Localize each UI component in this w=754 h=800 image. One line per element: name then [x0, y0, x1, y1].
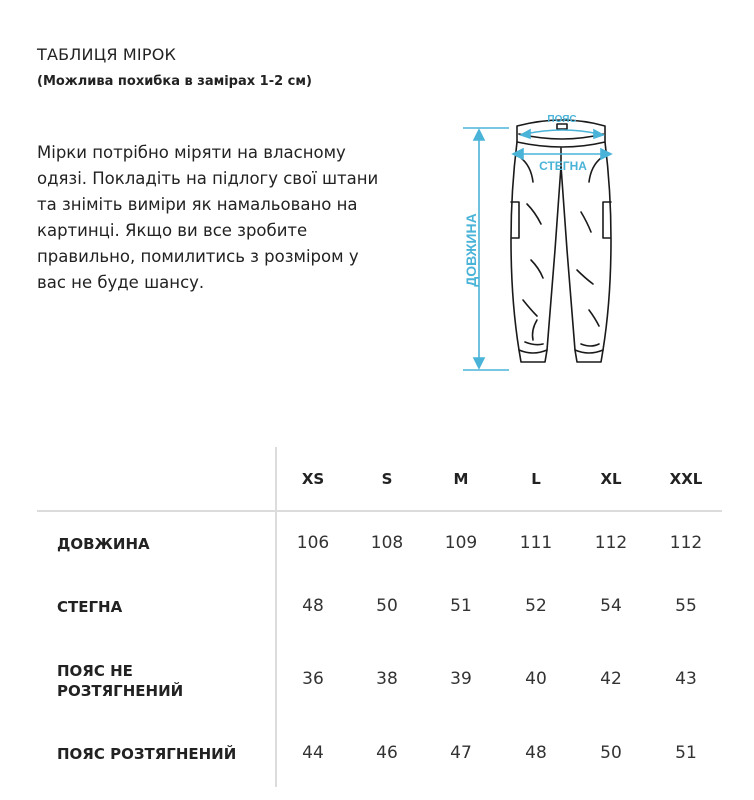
length-label: ДОВЖИНА: [463, 213, 479, 287]
table-cell: 54: [600, 596, 622, 616]
table-cell: 48: [302, 596, 324, 616]
column-header-xs: XS: [301, 470, 325, 488]
page-title: ТАБЛИЦЯ МІРОК: [37, 45, 177, 64]
row-label-line: РОЗТЯГНЕНИЙ: [57, 682, 184, 700]
table-cell: 106: [296, 533, 330, 553]
column-header-xl: XL: [600, 470, 622, 488]
table-cell: 38: [376, 669, 398, 689]
table-cell: 55: [675, 596, 697, 616]
row-label-waist-unstretched: [57, 661, 257, 701]
table-cell: 50: [376, 596, 398, 616]
row-label-hips: СТЕГНА: [57, 598, 123, 616]
table-vertical-divider: [275, 447, 277, 787]
table-cell: 108: [370, 533, 404, 553]
row-label-line: ПОЯС НЕ: [57, 662, 133, 680]
table-cell: 51: [450, 596, 472, 616]
table-cell: 39: [450, 669, 472, 689]
table-header-divider: [37, 510, 722, 512]
table-cell: 46: [376, 743, 398, 763]
table-cell: 51: [675, 743, 697, 763]
waist-label: ПОЯС: [547, 114, 577, 125]
column-header-s: S: [381, 470, 393, 488]
column-header-m: M: [453, 470, 469, 488]
table-cell: 43: [675, 669, 697, 689]
table-cell: 48: [525, 743, 547, 763]
table-cell: 112: [669, 533, 703, 553]
column-header-xxl: XXL: [669, 470, 703, 488]
instructions-text: Мірки потрібно міряти на власному одязі. Покладіть на підлогу свої штани та зніміть виміри як намальовано на картинці. Якщо ви все зробите правильно, помилитись з розміром у вас не буде шансу.: [37, 143, 379, 292]
hips-label: СТЕГНА: [539, 159, 587, 173]
table-cell: 109: [444, 533, 478, 553]
measurement-error-note: (Можлива похибка в замірах 1-2 см): [37, 74, 312, 89]
table-cell: 36: [302, 669, 324, 689]
row-label-waist-stretched: ПОЯС РОЗТЯГНЕНИЙ: [57, 745, 237, 763]
table-cell: 111: [519, 533, 553, 553]
table-cell: 52: [525, 596, 547, 616]
table-cell: 50: [600, 743, 622, 763]
table-cell: 40: [525, 669, 547, 689]
table-cell: 47: [450, 743, 472, 763]
table-cell: 42: [600, 669, 622, 689]
table-cell: 44: [302, 743, 324, 763]
table-cell: 112: [594, 533, 628, 553]
column-header-l: L: [531, 470, 541, 488]
row-label-length: ДОВЖИНА: [57, 535, 150, 553]
